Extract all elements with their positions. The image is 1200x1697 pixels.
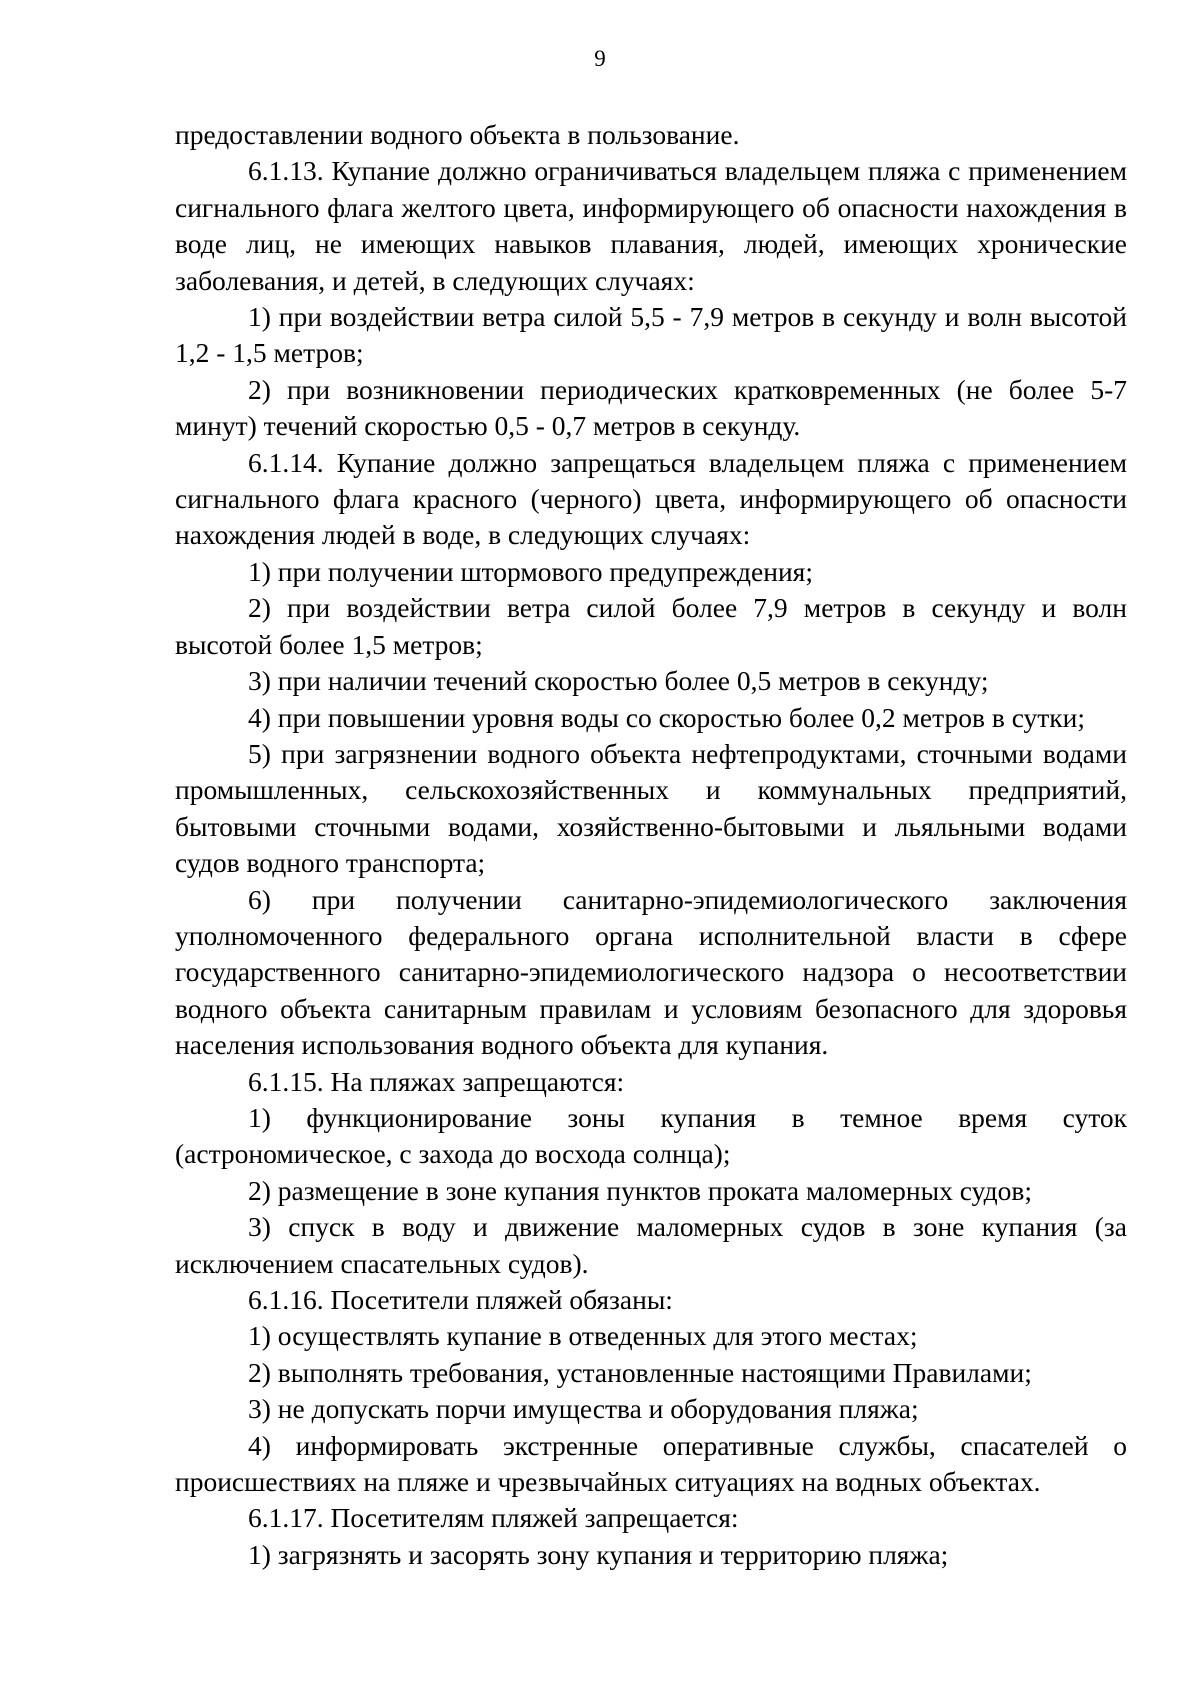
paragraph-6-1-15: 6.1.15. На пляжах запрещаются: — [248, 1065, 625, 1097]
list-item-6-1-14-4: 4) при повышении уровня воды со скоростью более 0,2 метров в сутки; — [248, 701, 1086, 733]
list-item-6-1-14-3: 3) при наличии течений скоростью более 0,5 метров в секунду; — [248, 665, 989, 697]
list-item-6-1-17-1: 1) загрязнять и засорять зону купания и территорию пляжа; — [248, 1538, 949, 1570]
list-item-6-1-14-1: 1) при получении штормового предупреждения; — [248, 555, 813, 587]
page-number: 9 — [594, 46, 606, 71]
list-item-6-1-16-1: 1) осуществлять купание в отведенных для этого местах; — [248, 1320, 918, 1352]
list-item-6-1-16-4: 4) информировать экстренные оперативные службы, спасателей о происшествиях на пляже и чрезвычайных ситуациях на водных объектах. — [175, 1429, 1127, 1498]
list-item-6-1-15-3: 3) спуск в воду и движение маломерных судов в зоне купания (за исключением спасательных судов). — [175, 1211, 1127, 1279]
list-item-6-1-15-2: 2) размещение в зоне купания пунктов проката маломерных судов; — [248, 1174, 1032, 1206]
list-item-6-1-13-1: 1) при воздействии ветра силой 5,5 - 7,9 метров в секунду и волн высотой 1,2 - 1,5 метров; — [175, 301, 1127, 369]
paragraph-6-1-17: 6.1.17. Посетителям пляжей запрещается: — [248, 1502, 739, 1534]
list-item-6-1-14-6: 6) при получении санитарно-эпидемиологического заключения уполномоченного федерального органа исполнительной власти в сфере государственного санитарно-эпидемиологического надзора о несоответствии водного объекта санитарным правилам и условиям безопасного для здоровья населения использования водного объекта для купания. — [175, 883, 1127, 1061]
paragraph-continuation: предоставлении водного объекта в пользование. — [175, 119, 740, 150]
document-body — [175, 117, 1127, 1573]
list-item-6-1-15-1: 1) функционирование зоны купания в темное время суток (астрономическое, с захода до восхода солнца); — [175, 1101, 1127, 1170]
paragraph-6-1-14: 6.1.14. Купание должно запрещаться владельцем пляжа с применением сигнального флага красного (черного) цвета, информирующего об опасности нахождения людей в воде, в следующих случаях: — [175, 446, 1127, 551]
list-item-6-1-16-2: 2) выполнять требования, установленные настоящими Правилами; — [248, 1356, 1032, 1388]
list-item-6-1-14-5: 5) при загрязнении водного объекта нефтепродуктами, сточными водами промышленных, сельскохозяйственных и коммунальных предприятий, бытовыми сточными водами, хозяйственно-бытовыми и льяльными водами судов водного транспорта; — [175, 737, 1127, 879]
list-item-6-1-16-3: 3) не допускать порчи имущества и оборудования пляжа; — [248, 1393, 919, 1425]
list-item-6-1-14-2: 2) при воздействии ветра силой более 7,9 метров в секунду и волн высотой более 1,5 метров; — [175, 592, 1127, 660]
paragraph-6-1-13: 6.1.13. Купание должно ограничиваться владельцем пляжа с применением сигнального флага желтого цвета, информирующего об опасности нахождения в воде лиц, не имеющих навыков плавания, людей, имеющих хронические заболевания, и детей, в следующих случаях: — [175, 155, 1127, 296]
list-item-6-1-13-2: 2) при возникновении периодических кратковременных (не более 5-7 минут) течений скоростью 0,5 - 0,7 метров в секунду. — [175, 373, 1127, 442]
paragraph-6-1-16: 6.1.16. Посетители пляжей обязаны: — [248, 1284, 673, 1315]
